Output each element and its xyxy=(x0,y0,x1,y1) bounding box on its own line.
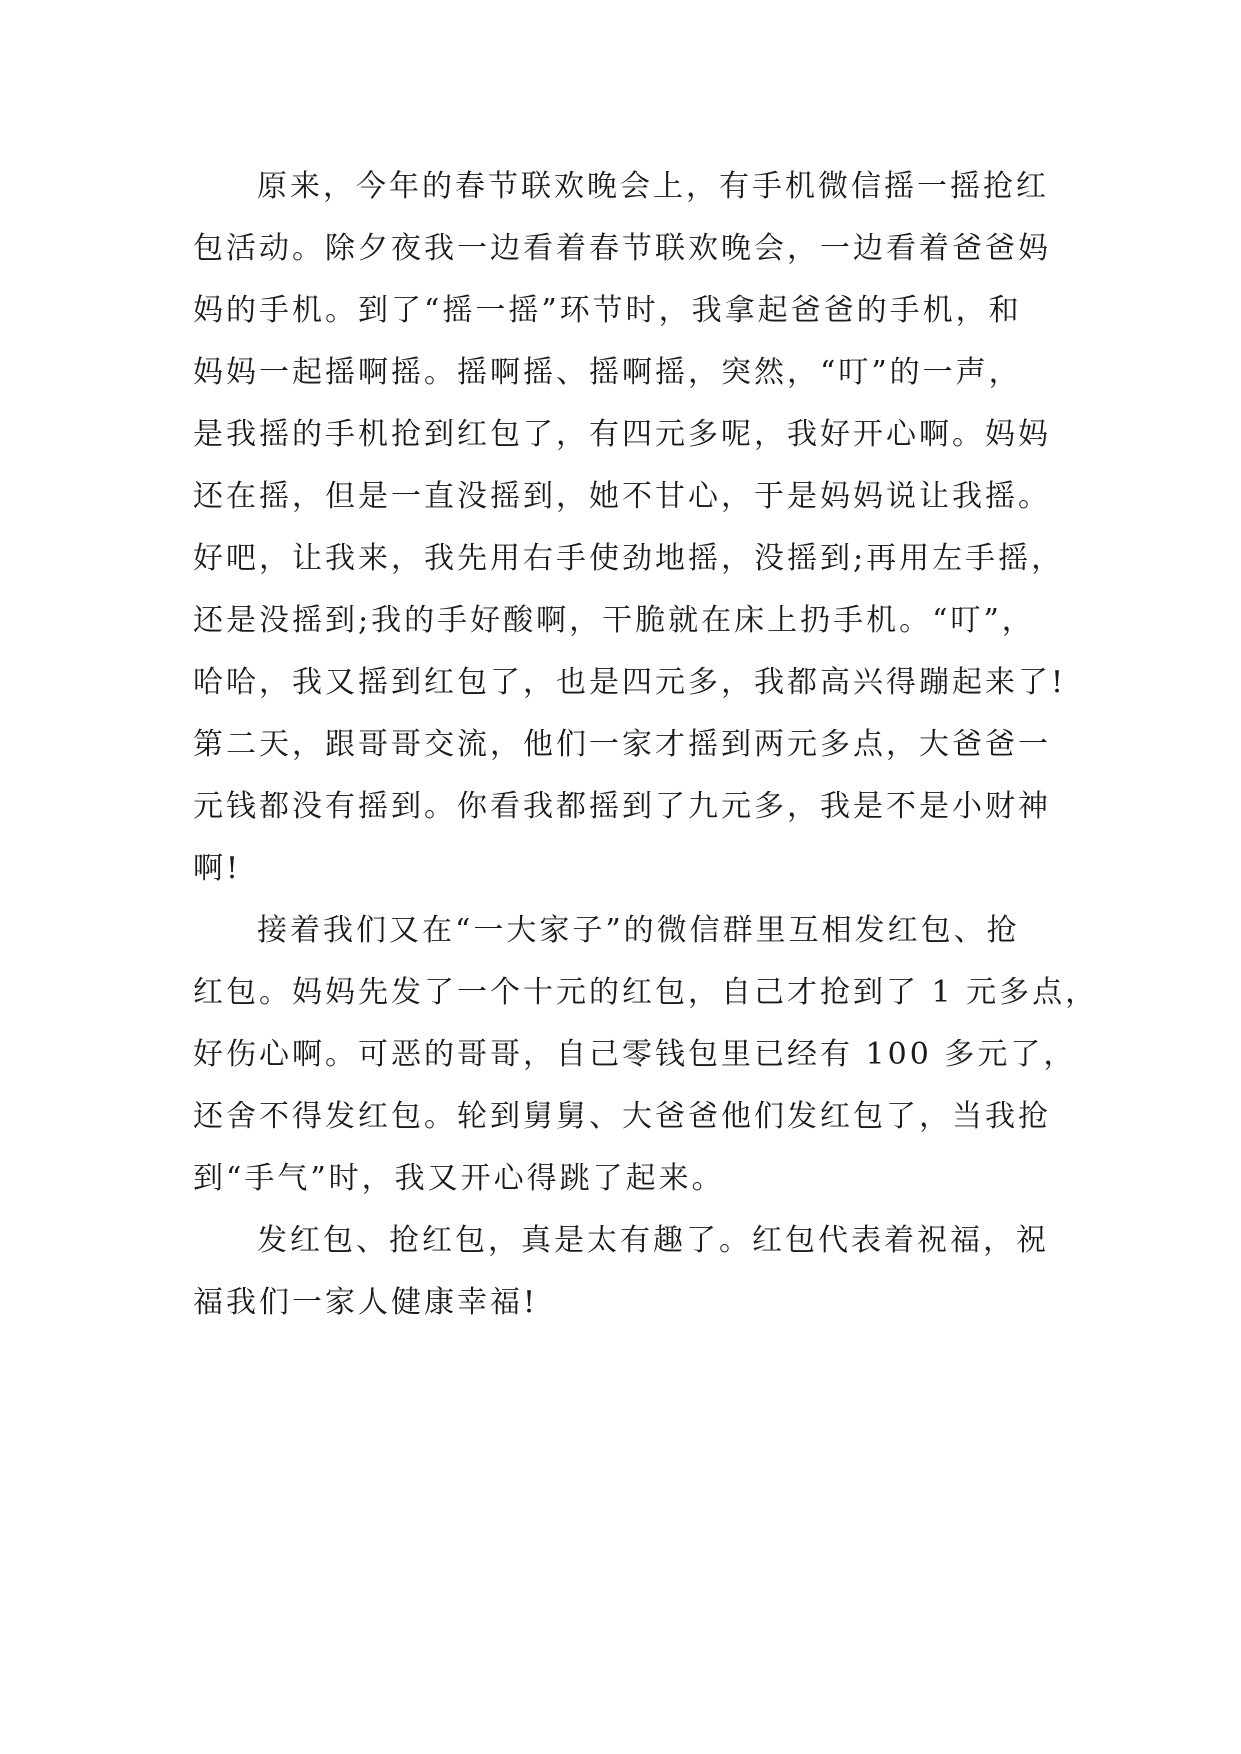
paragraph-1-line-2: 包活动。除夕夜我一边看着春节联欢晚会，一边看着爸爸妈 xyxy=(193,231,1051,266)
paragraph-1-line-12: 啊! xyxy=(193,851,242,886)
paragraph-2-line-3: 好伤心啊。可恶的哥哥，自己零钱包里已经有 100 多元了， xyxy=(193,1037,1077,1072)
paragraph-1-line-4: 妈妈一起摇啊摇。摇啊摇、摇啊摇，突然，“叮”的一声， xyxy=(193,355,1022,390)
paragraph-2-line-1: 接着我们又在“一大家子”的微信群里互相发红包、抢 xyxy=(257,913,1020,948)
paragraph-1-line-1: 原来，今年的春节联欢晚会上，有手机微信摇一摇抢红 xyxy=(257,169,1049,204)
paragraph-1-line-5: 是我摇的手机抢到红包了，有四元多呢，我好开心啊。妈妈 xyxy=(193,417,1051,452)
paragraph-1-line-6: 还在摇，但是一直没摇到，她不甘心，于是妈妈说让我摇。 xyxy=(193,479,1051,514)
paragraph-2-line-5: 到“手气”时，我又开心得跳了起来。 xyxy=(193,1161,725,1196)
paragraph-2-line-2: 红包。妈妈先发了一个十元的红包，自己才抢到了 1 元多点， xyxy=(193,975,1099,1010)
paragraph-2-line-4: 还舍不得发红包。轮到舅舅、大爸爸他们发红包了，当我抢 xyxy=(193,1099,1051,1134)
paragraph-1-line-3: 妈的手机。到了“摇一摇”环节时，我拿起爸爸的手机，和 xyxy=(193,293,1022,328)
paragraph-3-line-1: 发红包、抢红包，真是太有趣了。红包代表着祝福，祝 xyxy=(257,1223,1049,1258)
paragraph-3-line-2: 福我们一家人健康幸福! xyxy=(193,1285,539,1320)
paragraph-1-line-7: 好吧，让我来，我先用右手使劲地摇，没摇到;再用左手摇， xyxy=(193,541,1065,576)
paragraph-1-line-10: 第二天，跟哥哥交流，他们一家才摇到两元多点，大爸爸一 xyxy=(193,727,1051,762)
essay-body xyxy=(193,156,1099,1334)
paragraph-1-line-8: 还是没摇到;我的手好酸啊，干脆就在床上扔手机。“叮”， xyxy=(193,603,1035,638)
paragraph-1-line-9: 哈哈，我又摇到红包了，也是四元多，我都高兴得蹦起来了! xyxy=(193,665,1067,700)
paragraph-1-line-11: 元钱都没有摇到。你看我都摇到了九元多，我是不是小财神 xyxy=(193,789,1051,824)
